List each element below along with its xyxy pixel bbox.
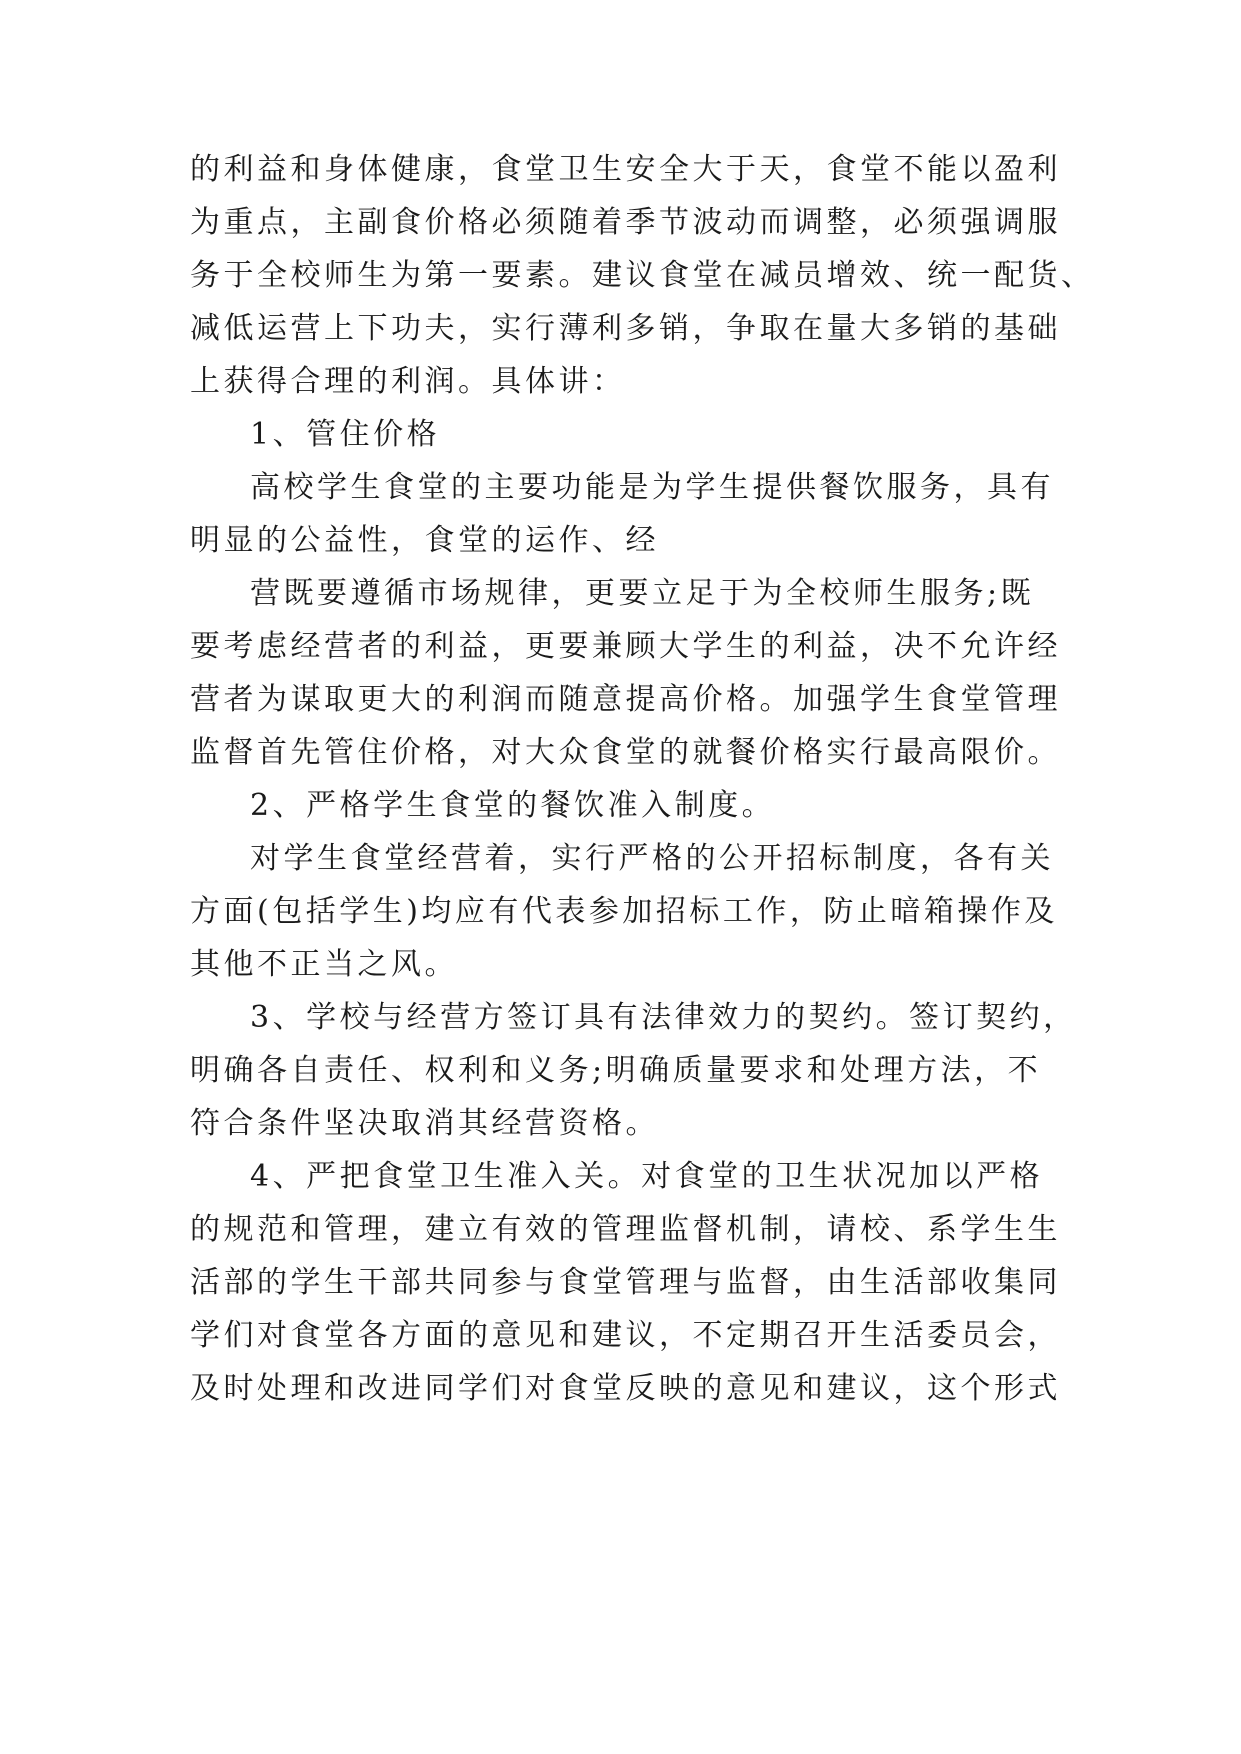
section-heading: 4、严把食堂卫生准入关。对食堂的卫生状况加以严格 <box>250 1159 1044 1194</box>
text-line: 要考虑经营者的利益，更要兼顾大学生的利益，决不允许经 <box>190 629 1061 664</box>
text-line: 减低运营上下功夫，实行薄利多销，争取在量大多销的基础 <box>190 311 1061 346</box>
text-line: 上获得合理的利润。具体讲： <box>190 364 626 399</box>
text-line: 监督首先管住价格，对大众食堂的就餐价格实行最高限价。 <box>190 735 1061 770</box>
text-line: 的规范和管理，建立有效的管理监督机制，请校、系学生生 <box>190 1212 1061 1247</box>
text-line: 及时处理和改进同学们对食堂反映的意见和建议，这个形式 <box>190 1371 1061 1406</box>
text-line: 符合条件坚决取消其经营资格。 <box>190 1106 659 1141</box>
text-line: 学们对食堂各方面的意见和建议，不定期召开生活委员会， <box>190 1318 1061 1353</box>
text-line: 务于全校师生为第一要素。建议食堂在减员增效、统一配货、 <box>190 258 1095 293</box>
text-line: 活部的学生干部共同参与食堂管理与监督，由生活部收集同 <box>190 1265 1061 1300</box>
text-line: 营者为谋取更大的利润而随意提高价格。加强学生食堂管理 <box>190 682 1061 717</box>
text-line: 方面(包括学生)均应有代表参加招标工作，防止暗箱操作及 <box>190 894 1058 929</box>
text-line: 其他不正当之风。 <box>190 947 458 982</box>
section-heading: 1、管住价格 <box>250 417 441 452</box>
text-line: 的利益和身体健康，食堂卫生安全大于天，食堂不能以盈利 <box>190 152 1061 187</box>
section-heading: 3、学校与经营方签订具有法律效力的契约。签订契约， <box>250 1000 1077 1035</box>
text-line: 营既要遵循市场规律，更要立足于为全校师生服务;既 <box>250 576 1035 611</box>
text-line: 对学生食堂经营着，实行严格的公开招标制度，各有关 <box>250 841 1054 876</box>
text-line: 高校学生食堂的主要功能是为学生提供餐饮服务，具有 <box>250 470 1054 505</box>
text-line: 明显的公益性，食堂的运作、经 <box>190 523 659 558</box>
section-heading: 2、严格学生食堂的餐饮准入制度。 <box>250 788 776 823</box>
text-line: 明确各自责任、权利和义务;明确质量要求和处理方法，不 <box>190 1053 1042 1088</box>
text-line: 为重点，主副食价格必须随着季节波动而调整，必须强调服 <box>190 205 1061 240</box>
